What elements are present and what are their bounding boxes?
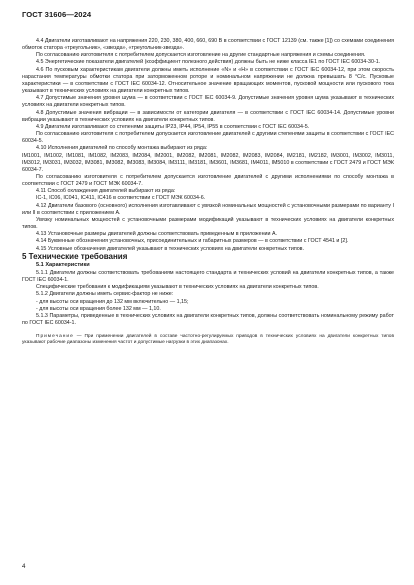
list-item: - для высоты оси вращения до 132 мм включительно — 1,15; [36, 298, 189, 305]
paragraph: 4.9 Двигатели изготавливают со степенями защиты IP23, IP44, IP54, IP55 в соответствии с ГОСТ IEC 60034-5. [36, 123, 310, 130]
paragraph: 4.5 Энергетические показатели двигателей (коэффициент полезного действия) должны быть не ниже класса IE1 по ГОСТ IEC 60034-30-1. [36, 59, 381, 66]
note-label: Примечание [36, 334, 74, 340]
page-number: 4 [22, 563, 26, 570]
paragraph: 4.11 Способ охлаждения двигателей выбирают из ряда: [36, 188, 176, 195]
list-item: - для высоты оси вращения более 132 мм — 1,10. [36, 305, 161, 312]
paragraph: По согласованию изготовителя с потребителем допускается изготовление двигателей с другими исполнениями по способу монтажа в соответствии с ГОСТ 2479 и ГОСТ МЭК 60034-7. [22, 173, 394, 188]
note [22, 334, 394, 346]
paragraph: 4.12 Двигатели базового (основного) исполнения изготавливают с увязкой номинальных мощностей с установочными размерами по варианту I или II в соответствии с приложением А. [22, 202, 394, 216]
paragraph: 4.14 Буквенные обозначения установочных, присоединительных и габаритных размеров — в соответствии с ГОСТ 4541 и [2]. [36, 238, 349, 245]
document-body [22, 38, 394, 347]
paragraph: 5.1.3 Параметры, приведенные в технических условиях на двигатели конкретных типов, должны соответствовать номинальному режиму работ по ГОСТ IEC 60034-1. [22, 312, 394, 327]
paragraph: 4.8 Допустимые значения вибрации — в зависимости от категории двигателя — в соответствии с ГОСТ IEC 60034-14. Допустимые уровни вибрации указывают в технических условиях на двигатели конкретных типов. [22, 109, 394, 123]
paragraph: 4.15 Условные обозначения двигателей указывают в технических условиях на двигатели конкретных типов. [36, 245, 305, 252]
cooling-list: IC-1, IC06, IC041, IC411, IC416 в соответствии с ГОСТ МЭК 60034-6. [36, 195, 206, 202]
paragraph: 5.1.2 Двигатели должны иметь сервис-фактор не ниже: [36, 291, 174, 298]
note-text: — При применении двигателей в составе частотно-регулируемых приводов в технических условиях на двигатели конкретных типов указывают рабочие диапазоны изменения частот и допустимые нагрузки в этих диапазонах. [22, 334, 394, 346]
mounting-list: IM1001, IM1002, IM1081, IM1082, IM2083, IM2084, IM2001, IM2082, IM2081, IM2082, IM2083, IM2084, IM2181, IM2182, IM3001, IM3002, IM3011, IM3012, IM3031, IM3032, IM3081, IM3082, IM3083, IM3084, IM3111, IM3181, IM3601, IM3681, IM4011, IM5010 в соответствии с ГОСТ 2479 и ГОСТ МЭК 60034-7. [22, 152, 394, 173]
paragraph: Специфические требования к модификациям указывают в технических условиях на двигатели конкретных типов. [36, 284, 319, 291]
page-header: ГОСТ 31606—2024 [22, 10, 92, 19]
subsection-heading: 5.1 Характеристики [36, 261, 90, 268]
paragraph: 4.10 Исполнения двигателей по способу монтажа выбирают из ряда: [36, 145, 208, 152]
paragraph: 5.1.1 Двигатели должны соответствовать требованиям настоящего стандарта и технических условий на двигатели конкретных типов, а также ГОСТ IEC 60034-1. [22, 270, 394, 284]
paragraph: По согласованию изготовителя с потребителем допускается изготовление на другие стандартные напряжения и схемы соединения. [36, 52, 366, 59]
paragraph: 4.13 Установочные размеры двигателей должны соответствовать приведенным в приложении А. [36, 231, 278, 238]
paragraph: По согласованию изготовителя с потребителем допускается изготовление двигателей с другими степенями защиты в соответствии с ГОСТ IEC 60034-5. [22, 131, 394, 145]
paragraph: 4.4 Двигатели изготавливают на напряжения 220, 230, 380, 400, 660, 690 В в соответствии с ГОСТ 12139 (см. также [1]) со схемами соединения обмоток статора «треугольник», «звезда», «треугольник-звезда». [22, 38, 394, 52]
paragraph: 4.7 Допустимые значения уровня шума — в соответствии с ГОСТ IEC 60034-9. Допустимые значения уровня шума указывают в технических условиях на двигатели конкретных типов. [22, 95, 394, 109]
section-heading: 5 Технические требования [22, 251, 128, 261]
paragraph: Увязку номинальных мощностей с установочными размерами модификаций указывают в технических условиях на двигатели конкретных типов. [22, 216, 394, 231]
paragraph: 4.6 По пусковым характеристикам двигатели должны иметь исполнение «N» и «H» в соответствии с ГОСТ IEC 60034-12, при этом скорость нарастания температуры обмотки статора при заторможенном роторе и номинальном напряжении не должна превышать 8 °С/с. Пусковые характеристики — в соответствии с ГОСТ IEC 60034-12. Относительное значение вращающих моментов, пусковой мощности или пускового тока указывают в технических условиях на двигатели конкретных типов. [22, 66, 394, 95]
